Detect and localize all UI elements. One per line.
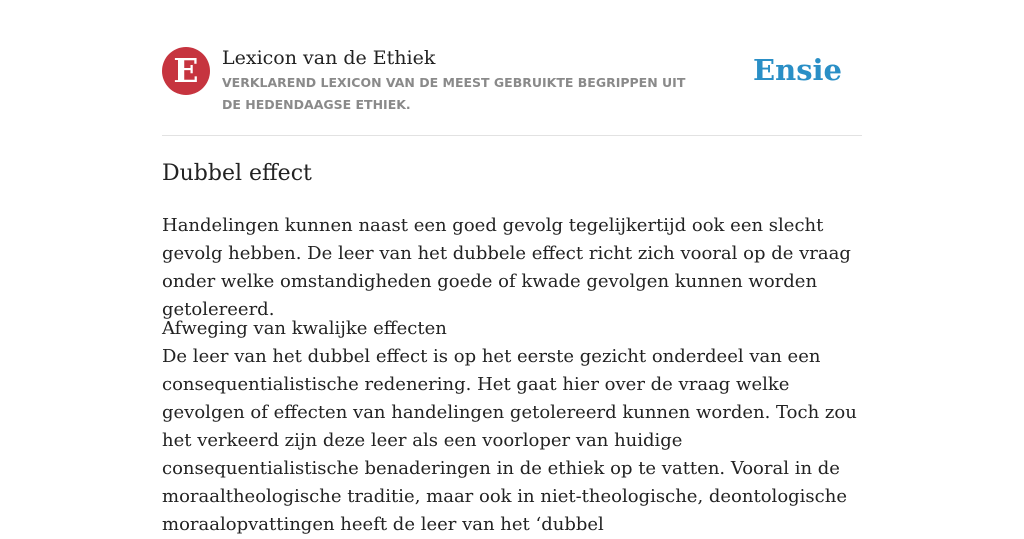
lexicon-logo-icon[interactable]: E xyxy=(162,47,210,95)
site-title[interactable]: Lexicon van de Ethiek xyxy=(222,47,436,69)
site-header xyxy=(162,46,862,116)
article-intro-paragraph: Handelingen kunnen naast een goed gevolg tegelijkertijd ook een slecht gevolg hebben. De leer van het dubbele effect richt zich vooral op de vraag onder welke omstandigheden goede of kwade gevolgen kunnen worden getolereerd. xyxy=(162,215,851,320)
site-subtitle: VERKLAREND LEXICON VAN DE MEEST GEBRUIKTE BEGRIPPEN UIT DE HEDENDAAGSE ETHIEK. xyxy=(222,75,686,112)
ensie-brand-logo[interactable]: Ensie xyxy=(753,53,842,87)
article-section xyxy=(162,315,864,539)
header-divider xyxy=(162,135,862,136)
section-heading: Afweging van kwalijke effecten xyxy=(162,318,447,339)
section-paragraph: De leer van het dubbel effect is op het eerste gezicht onderdeel van een consequentialistische redenering. Het gaat hier over de vraag welke gevolgen of effecten van handelingen getolereerd kunnen worden. Toch zou het verkeerd zijn deze leer als een voorloper van huidige consequentialistische benaderingen in de ethiek op te vatten. Vooral in de moraaltheologische traditie, maar ook in niet-theologische, deontologische moraalopvattingen heeft de leer van het ‘dubbel xyxy=(162,346,857,535)
article-title: Dubbel effect xyxy=(162,161,312,186)
